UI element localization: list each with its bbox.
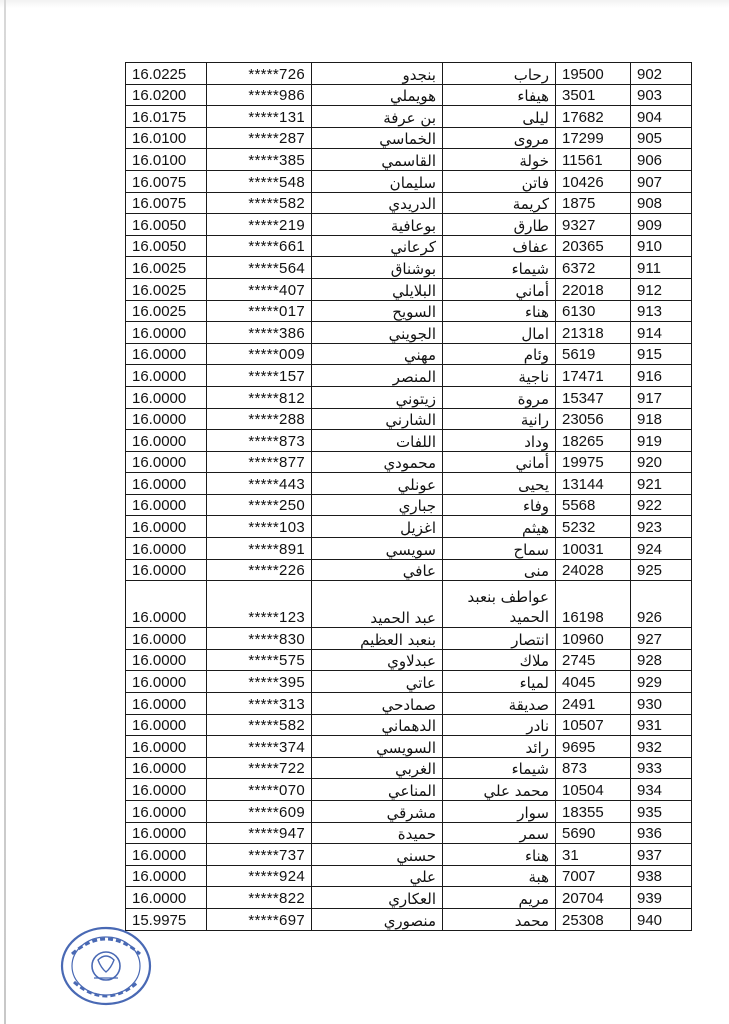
- score-cell: 16.0000: [126, 779, 207, 801]
- number-cell: 20365: [556, 235, 631, 257]
- first-name-cell: محمد: [443, 908, 556, 930]
- rank-cell: 920: [631, 451, 692, 473]
- id-cell: *****374: [207, 736, 312, 758]
- number-cell: 6372: [556, 257, 631, 279]
- last-name-cell: السويح: [312, 300, 443, 322]
- last-name-cell: حميدة: [312, 822, 443, 844]
- scan-left-edge: [4, 0, 6, 1024]
- number-cell: 2745: [556, 649, 631, 671]
- number-cell: 15347: [556, 386, 631, 408]
- first-name-cell: لمياء: [443, 671, 556, 693]
- first-name-cell: هناء: [443, 300, 556, 322]
- id-cell: *****609: [207, 801, 312, 823]
- rank-cell: 927: [631, 628, 692, 650]
- rank-cell: 931: [631, 714, 692, 736]
- number-cell: 10031: [556, 538, 631, 560]
- id-cell: *****250: [207, 494, 312, 516]
- id-cell: *****726: [207, 63, 312, 85]
- first-name-cell: هيفاء: [443, 84, 556, 106]
- score-cell: 16.0000: [126, 693, 207, 715]
- id-cell: *****131: [207, 106, 312, 128]
- number-cell: 22018: [556, 278, 631, 300]
- last-name-cell: بوعافية: [312, 214, 443, 236]
- rank-cell: 933: [631, 757, 692, 779]
- score-cell: 16.0075: [126, 192, 207, 214]
- number-cell: 18265: [556, 430, 631, 452]
- rank-cell: 914: [631, 322, 692, 344]
- rank-cell: 934: [631, 779, 692, 801]
- score-cell: 16.0025: [126, 300, 207, 322]
- table-row: [126, 106, 692, 128]
- id-cell: *****407: [207, 278, 312, 300]
- rank-cell: 929: [631, 671, 692, 693]
- first-name-cell: منى: [443, 559, 556, 581]
- rank-cell: 935: [631, 801, 692, 823]
- number-cell: 31: [556, 844, 631, 866]
- last-name-cell: زيتوني: [312, 386, 443, 408]
- score-cell: 16.0025: [126, 257, 207, 279]
- score-cell: 16.0000: [126, 516, 207, 538]
- last-name-cell: حسني: [312, 844, 443, 866]
- number-cell: 13144: [556, 473, 631, 495]
- rank-cell: 938: [631, 865, 692, 887]
- table-row: [126, 386, 692, 408]
- number-cell: 25308: [556, 908, 631, 930]
- official-seal-icon: [58, 924, 154, 1008]
- last-name-cell: السويسي: [312, 736, 443, 758]
- rank-cell: 919: [631, 430, 692, 452]
- last-name-cell: بن عرفة: [312, 106, 443, 128]
- id-cell: *****661: [207, 235, 312, 257]
- first-name-cell: امال: [443, 322, 556, 344]
- last-name-cell: صمادحي: [312, 693, 443, 715]
- rank-cell: 937: [631, 844, 692, 866]
- rank-cell: 915: [631, 343, 692, 365]
- first-name-cell: عواطف بنعبد الحميد: [443, 581, 556, 628]
- last-name-cell: المنصر: [312, 365, 443, 387]
- number-cell: 9327: [556, 214, 631, 236]
- table-row: [126, 214, 692, 236]
- number-cell: 18355: [556, 801, 631, 823]
- first-name-cell: انتصار: [443, 628, 556, 650]
- score-cell: 16.0000: [126, 822, 207, 844]
- last-name-cell: الجويني: [312, 322, 443, 344]
- id-cell: *****830: [207, 628, 312, 650]
- rank-cell: 917: [631, 386, 692, 408]
- number-cell: 11561: [556, 149, 631, 171]
- rank-cell: 912: [631, 278, 692, 300]
- number-cell: 10960: [556, 628, 631, 650]
- table-row: [126, 865, 692, 887]
- table-row: [126, 628, 692, 650]
- score-cell: 16.0000: [126, 494, 207, 516]
- last-name-cell: الدهماني: [312, 714, 443, 736]
- last-name-cell: جباري: [312, 494, 443, 516]
- first-name-cell: محمد علي: [443, 779, 556, 801]
- score-cell: 16.0000: [126, 714, 207, 736]
- score-cell: 16.0200: [126, 84, 207, 106]
- last-name-cell: البلايلي: [312, 278, 443, 300]
- id-cell: *****288: [207, 408, 312, 430]
- table-row: [126, 430, 692, 452]
- score-cell: 16.0000: [126, 451, 207, 473]
- number-cell: 2491: [556, 693, 631, 715]
- table-row: [126, 844, 692, 866]
- rank-cell: 909: [631, 214, 692, 236]
- last-name-cell: كرعاني: [312, 235, 443, 257]
- score-cell: 16.0000: [126, 628, 207, 650]
- score-cell: 16.0000: [126, 430, 207, 452]
- number-cell: 10504: [556, 779, 631, 801]
- table-row: [126, 693, 692, 715]
- last-name-cell: منصوري: [312, 908, 443, 930]
- score-cell: 16.0175: [126, 106, 207, 128]
- last-name-cell: هويملي: [312, 84, 443, 106]
- rank-cell: 916: [631, 365, 692, 387]
- table-row: [126, 127, 692, 149]
- table-row: [126, 343, 692, 365]
- number-cell: 5568: [556, 494, 631, 516]
- id-cell: *****582: [207, 192, 312, 214]
- last-name-cell: عونلي: [312, 473, 443, 495]
- first-name-cell: صديقة: [443, 693, 556, 715]
- number-cell: 10426: [556, 170, 631, 192]
- score-cell: 16.0100: [126, 149, 207, 171]
- first-name-cell: مروة: [443, 386, 556, 408]
- number-cell: 9695: [556, 736, 631, 758]
- number-cell: 5619: [556, 343, 631, 365]
- number-cell: 873: [556, 757, 631, 779]
- rank-cell: 939: [631, 887, 692, 909]
- score-cell: 16.0000: [126, 757, 207, 779]
- last-name-cell: مشرقي: [312, 801, 443, 823]
- score-cell: 16.0000: [126, 649, 207, 671]
- table-row: [126, 192, 692, 214]
- first-name-cell: مريم: [443, 887, 556, 909]
- rank-cell: 932: [631, 736, 692, 758]
- rank-cell: 902: [631, 63, 692, 85]
- last-name-cell: عاتي: [312, 671, 443, 693]
- score-cell: 16.0000: [126, 581, 207, 628]
- number-cell: 5232: [556, 516, 631, 538]
- first-name-cell: كريمة: [443, 192, 556, 214]
- score-cell: 16.0100: [126, 127, 207, 149]
- score-cell: 16.0000: [126, 865, 207, 887]
- first-name-cell: ليلى: [443, 106, 556, 128]
- score-cell: 15.9975: [126, 908, 207, 930]
- rank-cell: 921: [631, 473, 692, 495]
- first-name-cell: سماح: [443, 538, 556, 560]
- number-cell: 23056: [556, 408, 631, 430]
- id-cell: *****009: [207, 343, 312, 365]
- last-name-cell: الشارني: [312, 408, 443, 430]
- score-cell: 16.0000: [126, 887, 207, 909]
- first-name-cell: خولة: [443, 149, 556, 171]
- id-cell: *****443: [207, 473, 312, 495]
- score-cell: 16.0000: [126, 844, 207, 866]
- number-cell: 16198: [556, 581, 631, 628]
- results-table: [125, 62, 692, 931]
- results-table-body: [126, 63, 692, 931]
- last-name-cell: سويسي: [312, 538, 443, 560]
- id-cell: *****582: [207, 714, 312, 736]
- id-cell: *****575: [207, 649, 312, 671]
- table-row: [126, 494, 692, 516]
- rank-cell: 930: [631, 693, 692, 715]
- rank-cell: 928: [631, 649, 692, 671]
- rank-cell: 906: [631, 149, 692, 171]
- last-name-cell: الدريدي: [312, 192, 443, 214]
- last-name-cell: الغربي: [312, 757, 443, 779]
- rank-cell: 905: [631, 127, 692, 149]
- id-cell: *****986: [207, 84, 312, 106]
- rank-cell: 936: [631, 822, 692, 844]
- table-row: [126, 736, 692, 758]
- rank-cell: 926: [631, 581, 692, 628]
- table-row: [126, 649, 692, 671]
- first-name-cell: رانية: [443, 408, 556, 430]
- rank-cell: 911: [631, 257, 692, 279]
- last-name-cell: علي: [312, 865, 443, 887]
- first-name-cell: رائد: [443, 736, 556, 758]
- table-row: [126, 63, 692, 85]
- id-cell: *****548: [207, 170, 312, 192]
- table-row: [126, 559, 692, 581]
- score-cell: 16.0075: [126, 170, 207, 192]
- last-name-cell: عبدلاوي: [312, 649, 443, 671]
- table-row: [126, 278, 692, 300]
- table-row: [126, 779, 692, 801]
- table-row: [126, 714, 692, 736]
- first-name-cell: يحيى: [443, 473, 556, 495]
- table-row: [126, 908, 692, 930]
- last-name-cell: القاسمي: [312, 149, 443, 171]
- score-cell: 16.0000: [126, 386, 207, 408]
- table-row: [126, 516, 692, 538]
- last-name-cell: سليمان: [312, 170, 443, 192]
- first-name-cell: هبة: [443, 865, 556, 887]
- table-row: [126, 170, 692, 192]
- first-name-cell: نادر: [443, 714, 556, 736]
- first-name-cell: هيثم: [443, 516, 556, 538]
- last-name-cell: بوشناق: [312, 257, 443, 279]
- number-cell: 17471: [556, 365, 631, 387]
- first-name-cell: هناء: [443, 844, 556, 866]
- number-cell: 7007: [556, 865, 631, 887]
- first-name-cell: عفاف: [443, 235, 556, 257]
- number-cell: 24028: [556, 559, 631, 581]
- number-cell: 4045: [556, 671, 631, 693]
- first-name-cell: ملاك: [443, 649, 556, 671]
- table-row: [126, 235, 692, 257]
- id-cell: *****722: [207, 757, 312, 779]
- last-name-cell: عبد الحميد: [312, 581, 443, 628]
- id-cell: *****103: [207, 516, 312, 538]
- number-cell: 5690: [556, 822, 631, 844]
- first-name-cell: وفاء: [443, 494, 556, 516]
- table-row: [126, 887, 692, 909]
- last-name-cell: بنعبد العظيم: [312, 628, 443, 650]
- number-cell: 17682: [556, 106, 631, 128]
- score-cell: 16.0000: [126, 343, 207, 365]
- scan-top-shade: [0, 0, 729, 8]
- score-cell: 16.0000: [126, 538, 207, 560]
- rank-cell: 908: [631, 192, 692, 214]
- score-cell: 16.0000: [126, 559, 207, 581]
- first-name-cell: رحاب: [443, 63, 556, 85]
- rank-cell: 913: [631, 300, 692, 322]
- last-name-cell: محمودي: [312, 451, 443, 473]
- id-cell: *****891: [207, 538, 312, 560]
- last-name-cell: العكاري: [312, 887, 443, 909]
- id-cell: *****157: [207, 365, 312, 387]
- id-cell: *****313: [207, 693, 312, 715]
- table-row: [126, 822, 692, 844]
- first-name-cell: وئام: [443, 343, 556, 365]
- id-cell: *****924: [207, 865, 312, 887]
- first-name-cell: طارق: [443, 214, 556, 236]
- number-cell: 1875: [556, 192, 631, 214]
- first-name-cell: مروى: [443, 127, 556, 149]
- last-name-cell: المناعي: [312, 779, 443, 801]
- first-name-cell: أماني: [443, 451, 556, 473]
- rank-cell: 940: [631, 908, 692, 930]
- first-name-cell: سوار: [443, 801, 556, 823]
- rank-cell: 922: [631, 494, 692, 516]
- id-cell: *****697: [207, 908, 312, 930]
- score-cell: 16.0000: [126, 322, 207, 344]
- table-row: [126, 84, 692, 106]
- number-cell: 21318: [556, 322, 631, 344]
- number-cell: 20704: [556, 887, 631, 909]
- id-cell: *****395: [207, 671, 312, 693]
- score-cell: 16.0000: [126, 473, 207, 495]
- number-cell: 19975: [556, 451, 631, 473]
- rank-cell: 903: [631, 84, 692, 106]
- rank-cell: 924: [631, 538, 692, 560]
- last-name-cell: مهني: [312, 343, 443, 365]
- id-cell: *****812: [207, 386, 312, 408]
- table-row: [126, 322, 692, 344]
- score-cell: 16.0000: [126, 408, 207, 430]
- rank-cell: 918: [631, 408, 692, 430]
- table-row: [126, 149, 692, 171]
- last-name-cell: بنجدو: [312, 63, 443, 85]
- id-cell: *****287: [207, 127, 312, 149]
- table-row: [126, 757, 692, 779]
- table-row: [126, 408, 692, 430]
- score-cell: 16.0000: [126, 801, 207, 823]
- score-cell: 16.0050: [126, 235, 207, 257]
- score-cell: 16.0225: [126, 63, 207, 85]
- first-name-cell: شيماء: [443, 757, 556, 779]
- first-name-cell: سمر: [443, 822, 556, 844]
- table-row: [126, 801, 692, 823]
- id-cell: *****219: [207, 214, 312, 236]
- last-name-cell: عافي: [312, 559, 443, 581]
- id-cell: *****226: [207, 559, 312, 581]
- score-cell: 16.0025: [126, 278, 207, 300]
- id-cell: *****877: [207, 451, 312, 473]
- table-row: [126, 257, 692, 279]
- number-cell: 6130: [556, 300, 631, 322]
- table-row: [126, 451, 692, 473]
- rank-cell: 925: [631, 559, 692, 581]
- score-cell: 16.0000: [126, 736, 207, 758]
- last-name-cell: اللفات: [312, 430, 443, 452]
- id-cell: *****947: [207, 822, 312, 844]
- score-cell: 16.0000: [126, 365, 207, 387]
- rank-cell: 923: [631, 516, 692, 538]
- score-cell: 16.0000: [126, 671, 207, 693]
- id-cell: *****385: [207, 149, 312, 171]
- table-row: [126, 581, 692, 628]
- rank-cell: 910: [631, 235, 692, 257]
- id-cell: *****386: [207, 322, 312, 344]
- table-row: [126, 538, 692, 560]
- last-name-cell: الخماسي: [312, 127, 443, 149]
- last-name-cell: اغزيل: [312, 516, 443, 538]
- rank-cell: 904: [631, 106, 692, 128]
- id-cell: *****070: [207, 779, 312, 801]
- first-name-cell: وداد: [443, 430, 556, 452]
- table-row: [126, 300, 692, 322]
- first-name-cell: ناجية: [443, 365, 556, 387]
- number-cell: 3501: [556, 84, 631, 106]
- table-row: [126, 473, 692, 495]
- table-row: [126, 365, 692, 387]
- id-cell: *****564: [207, 257, 312, 279]
- table-row: [126, 671, 692, 693]
- first-name-cell: شيماء: [443, 257, 556, 279]
- score-cell: 16.0050: [126, 214, 207, 236]
- id-cell: *****737: [207, 844, 312, 866]
- rank-cell: 907: [631, 170, 692, 192]
- id-cell: *****123: [207, 581, 312, 628]
- number-cell: 17299: [556, 127, 631, 149]
- id-cell: *****822: [207, 887, 312, 909]
- number-cell: 10507: [556, 714, 631, 736]
- first-name-cell: أماني: [443, 278, 556, 300]
- number-cell: 19500: [556, 63, 631, 85]
- id-cell: *****017: [207, 300, 312, 322]
- id-cell: *****873: [207, 430, 312, 452]
- first-name-cell: فاتن: [443, 170, 556, 192]
